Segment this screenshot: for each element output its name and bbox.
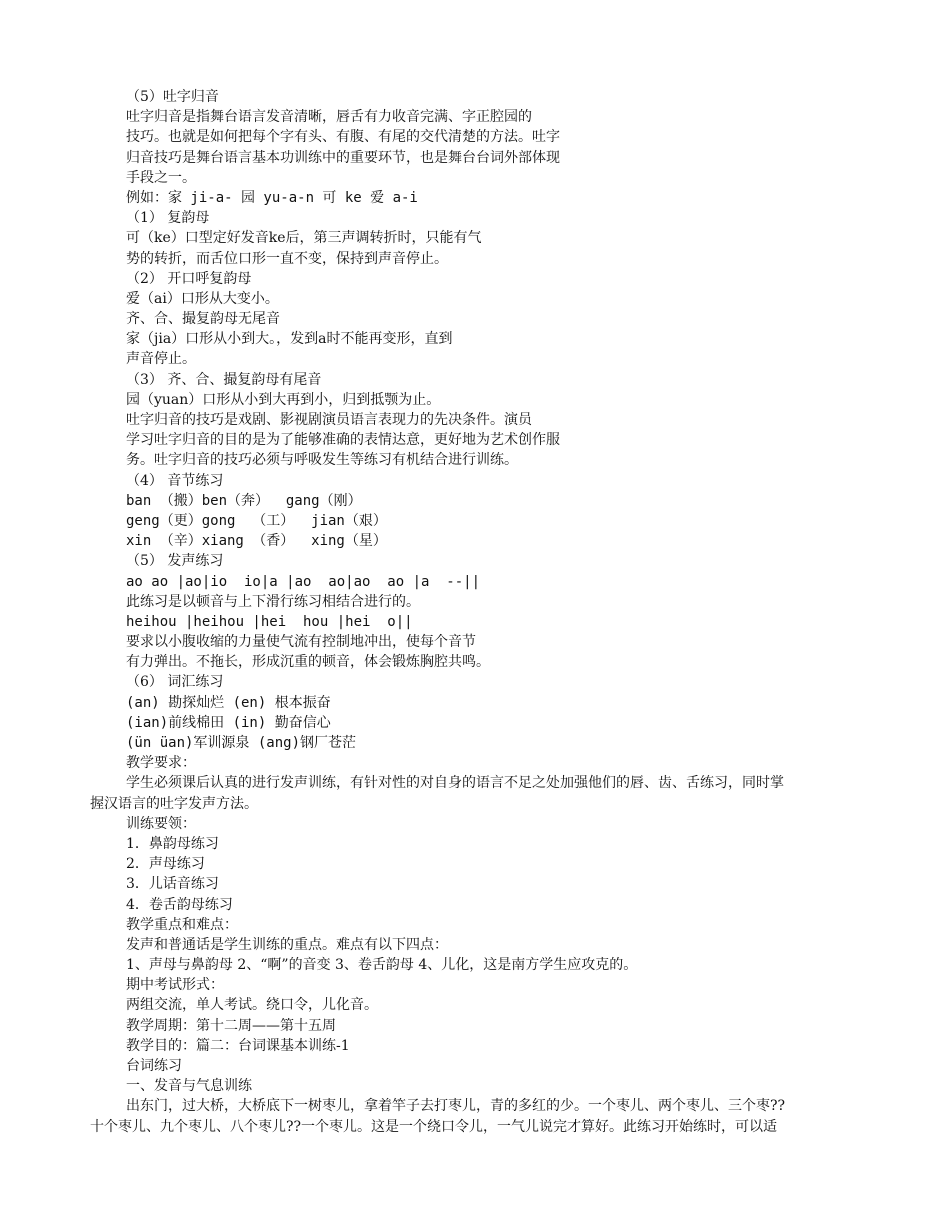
text-line: 有力弹出。不拖长，形成沉重的顿音，体会锻炼胸腔共鸣。 [126,654,490,671]
text-line: 归音技巧是舞台语言基本功训练中的重要环节，也是舞台台词外部体现 [126,149,560,166]
text-line: 例如：家 ji-a- 园 yu-a-n 可 ke 爱 a-i [126,189,418,206]
text-line: （1） 复韵母 [126,210,210,227]
text-line: 可（ke）口型定好发音ke后，第三声调转折时，只能有气 [126,230,482,247]
text-line: 家（jia）口形从小到大。，发到a时不能再变形，直到 [126,331,453,348]
text-line: 声音停止。 [126,351,196,368]
text-line: 2．声母练习 [126,856,205,873]
text-line: 期中考试形式： [126,977,224,994]
text-line: 此练习是以顿音与上下滑行练习相结合进行的。 [126,593,420,610]
text-line: geng（更）gong （工） jian（艰） [126,512,387,529]
text-line: 教学重点和难点： [126,916,238,933]
text-line: 手段之一。 [126,169,196,186]
text-line: 学习吐字归音的目的是为了能够准确的表情达意，更好地为艺术创作服 [126,432,560,449]
text-line: 爱（ai）口形从大变小。 [126,290,279,307]
text-line: 务。吐字归音的技巧必须与呼吸发生等练习有机结合进行训练。 [126,452,518,469]
text-line: 技巧。也就是如何把每个字有头、有腹、有尾的交代清楚的方法。吐字 [126,129,560,146]
text-line: 教学周期：第十二周——第十五周 [126,1017,336,1034]
text-line: 出东门，过大桥，大桥底下一树枣儿，拿着竿子去打枣儿，青的多红的少。一个枣儿、两个枣儿、三个枣?? [126,1098,786,1115]
text-line: 齐、合、撮复韵母无尾音 [126,311,280,328]
text-line: ao ao |ao|io io|a |ao ao|ao ao |a --|| [126,573,481,590]
text-line: 吐字归音是指舞台语言发音清晰，唇舌有力收音完满、字正腔园的 [126,109,532,126]
text-line: 1、声母与鼻韵母 2、“啊”的音变 3、卷舌韵母 4、儿化，这是南方学生应攻克的。 [126,957,638,974]
text-line: 吐字归音的技巧是戏剧、影视剧演员语言表现力的先决条件。演员 [126,412,532,428]
text-line: （5） 发声练习 [126,553,224,570]
text-line: 势的转折，而舌位口形一直不变，保持到声音停止。 [126,250,448,267]
document-body [0,87,950,1137]
text-line: heihou |heihou |hei hou |hei o|| [126,613,413,630]
text-line: 教学要求： [126,755,196,772]
text-line: 一、发音与气息训练 [126,1078,252,1095]
text-line: （2） 开口呼复韵母 [126,270,252,287]
text-line: 园（yuan）口形从小到大再到小，归到抵颚为止。 [126,391,441,408]
text-line: 两组交流，单人考试。绕口令，儿化音。 [126,997,378,1014]
text-line: ban （搬）ben（奔） gang（刚） [126,492,362,509]
text-line: (ün üan)军训源泉 (ang)钢厂苍茫 [126,735,357,751]
text-line: （4） 音节练习 [126,472,224,489]
text-line: (ian)前线棉田 (in) 勤奋信心 [126,714,331,731]
text-line: 4．卷舌韵母练习 [126,896,233,913]
text-line: (an) 勘探灿烂 (en) 根本振奋 [126,694,331,711]
text-line: 台词练习 [126,1058,182,1074]
text-line: 教学目的：篇二：台词课基本训练-1 [126,1037,350,1054]
text-line: 训练要领： [126,815,196,832]
text-line: 1．鼻韵母练习 [126,835,219,852]
text-line: （5）吐字归音 [126,89,219,105]
text-line: （3） 齐、合、撮复韵母有尾音 [126,371,322,388]
text-line: 发声和普通话是学生训练的重点。难点有以下四点： [126,936,448,953]
text-line: 3．儿话音练习 [126,876,219,893]
text-line: （6） 词汇练习 [126,674,224,691]
text-line: 要求以小腹收缩的力量使气流有控制地冲出，使每个音节 [126,634,476,651]
text-line: 学生必须课后认真的进行发声训练，有针对性的对自身的语言不足之处加强他们的唇、齿、舌练习，同时掌 [126,775,784,792]
text-line: xin （辛）xiang （香） xing（星） [126,533,387,550]
text-line: 握汉语言的吐字发声方法。 [90,795,258,812]
text-line: 十个枣儿、九个枣儿、八个枣儿??一个枣儿。这是一个绕口令儿，一气儿说完才算好。此练习开始练时，可以适 [90,1118,778,1135]
